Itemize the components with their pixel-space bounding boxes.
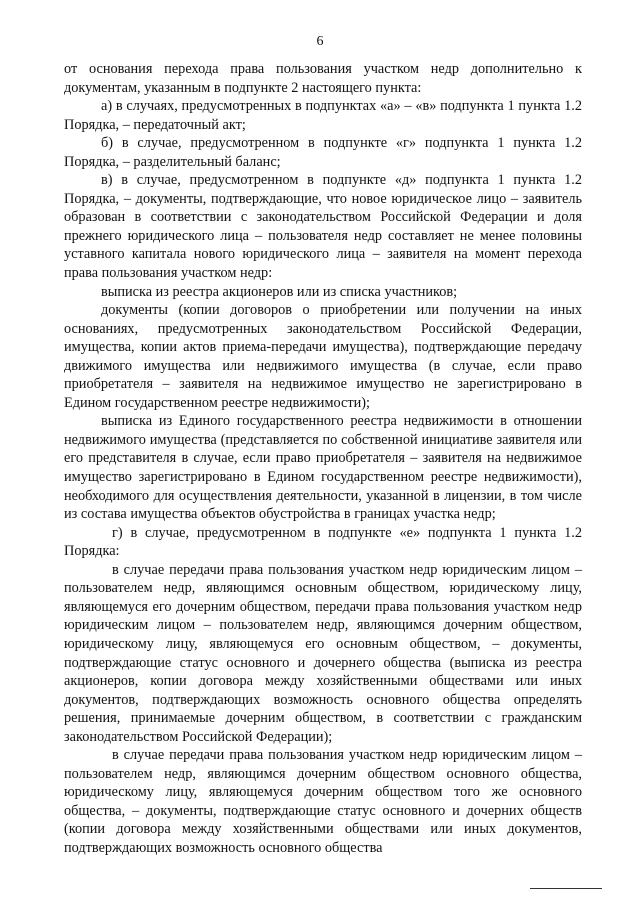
paragraph-continuation: от основания перехода права пользования участком недр дополнительно к документам, указанным в подпункте 2 настоящего пункта: bbox=[64, 61, 582, 96]
page-number: 6 bbox=[316, 34, 324, 49]
paragraph-parent-to-subsidiary: в случае передачи права пользования участком недр юридическим лицом – пользователем недр, являющимся основным обществом, юридическому лицу, являющемуся его дочерним обществом, передачи права пользования участком недр юридическим лицом – пользователем недр, являющимся дочерним обществом, юридическому лицу, являющемуся его основным обществом, – документы, подтверждающие статус основного и дочернего общества (выписка из реестра акционеров, копии договора между хозяйственными обществами или иных документов, подтверждающих возможность основного общества определять решения, принимаемые дочерним обществом, в соответствии с гражданским законодательством Российской Федерации); bbox=[64, 561, 582, 745]
document-body bbox=[64, 60, 582, 858]
footer-rule bbox=[530, 888, 602, 889]
paragraph-item-v: в) в случае, предусмотренном в подпункте «д» подпункта 1 пункта 1.2 Порядка, – документы, подтверждающие, что новое юридическое лицо – заявитель образован в соответствии с законодательством Российской Федерации и доля прежнего юридического лица – пользователя недр составляет не менее половины уставного капитала нового юридического лица – заявителя на момент перехода права пользования участком недр: bbox=[64, 172, 582, 282]
paragraph-property-documents: документы (копии договоров о приобретении или получении на иных основаниях, предусмотренных законодательством Российской Федерации, имущества, копии актов приема-передачи имущества), подтверждающие передачу движимого имущества или недвижимого имущества (в случае, если право приобретателя – заявителя на недвижимое имущество не зарегистрировано в Едином государственном реестре недвижимости); bbox=[64, 302, 582, 411]
paragraph-registry-extract: выписка из Единого государственного реестра недвижимости в отношении недвижимого имущества (представляется по собственной инициативе заявителя или его представителя в случае, если право приобретателя – заявителя на недвижимое имущество зарегистрировано в Едином государственном реестре недвижимости), необходимого для осуществления деятельности, указанной в лицензии, в том числе из состава имущества объектов обустройства в границах участка недр; bbox=[64, 413, 582, 523]
paragraph-subsidiary-to-subsidiary: в случае передачи права пользования участком недр юридическим лицом – пользователем недр, являющимся дочерним обществом основного общества, юридическому лицу, являющемуся дочерним обществом того же основного общества, – документы, подтверждающие статус основного и дочерних обществ (копии договора между хозяйственными обществами или иных документов, подтверждающих возможность основного общества bbox=[64, 747, 582, 856]
paragraph-item-b: б) в случае, предусмотренном в подпункте «г» подпункта 1 пункта 1.2 Порядка, – разделительный баланс; bbox=[64, 135, 582, 170]
paragraph-shareholders-extract: выписка из реестра акционеров или из списка участников; bbox=[101, 283, 458, 300]
paragraph-item-a: а) в случаях, предусмотренных в подпунктах «а» – «в» подпункта 1 пункта 1.2 Порядка, – передаточный акт; bbox=[64, 98, 582, 133]
paragraph-item-g: г) в случае, предусмотренном в подпункте «е» подпункта 1 пункта 1.2 Порядка: bbox=[64, 524, 582, 560]
